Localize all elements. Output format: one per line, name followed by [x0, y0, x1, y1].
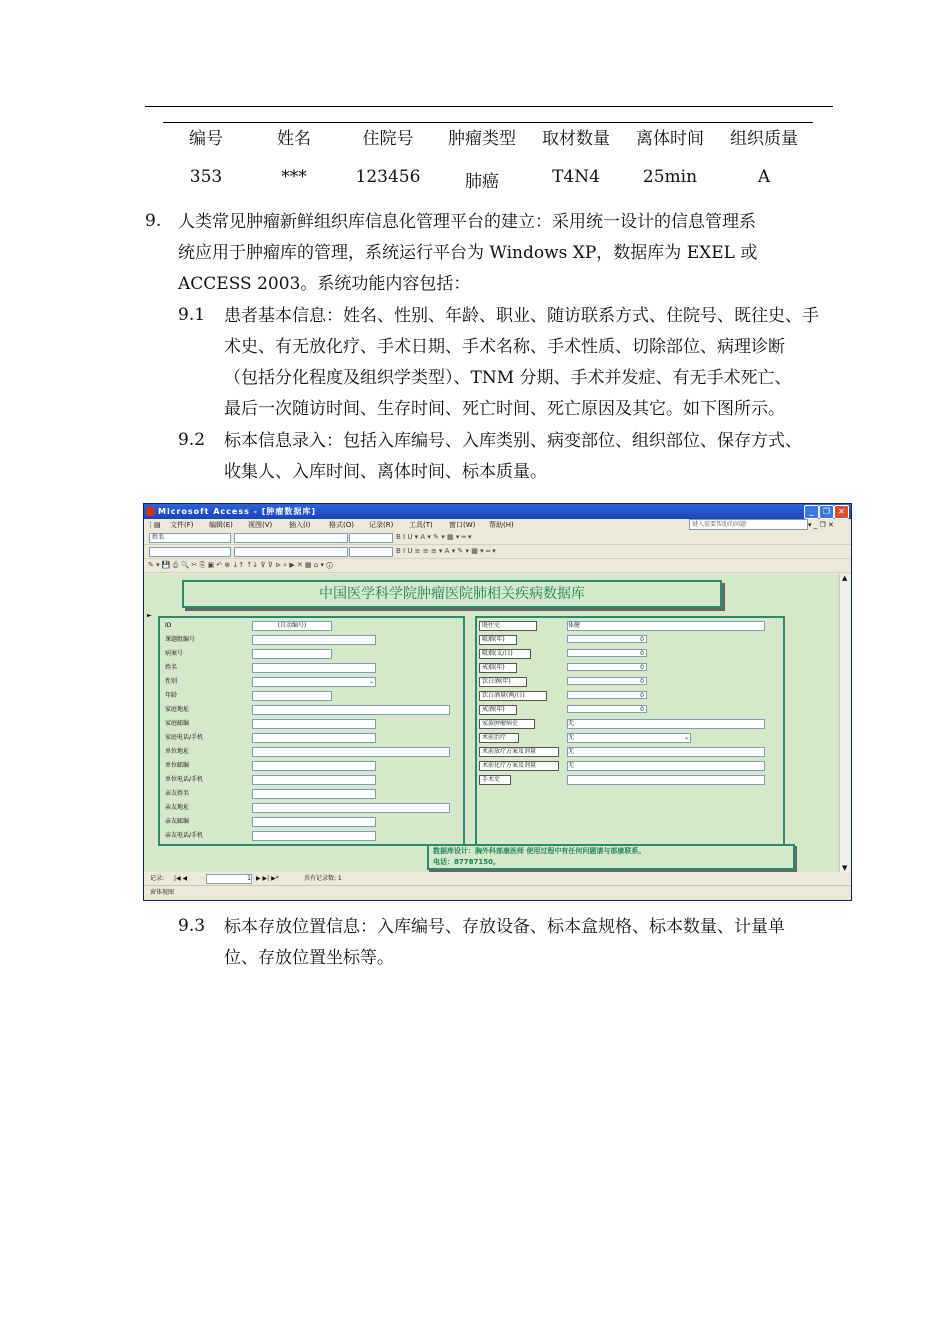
designer-note — [427, 844, 795, 870]
section-9-2-number: 9.2 — [178, 430, 206, 450]
th-quality: 组织质量 — [730, 129, 798, 149]
td-sample-count: T4N4 — [552, 167, 600, 187]
menu-window[interactable]: 窗口(W) — [449, 521, 476, 529]
quit-drinking-field[interactable]: 0 — [567, 705, 647, 713]
formatting-toolbar — [144, 531, 851, 545]
field-label: 戒烟(年) — [479, 663, 517, 673]
access-screenshot — [143, 503, 852, 901]
preop-chemo-field[interactable]: 无 — [567, 761, 765, 771]
gender-combo[interactable] — [252, 677, 376, 687]
surgery-history-field[interactable] — [567, 775, 765, 785]
restore-button[interactable]: ❐ — [819, 505, 834, 519]
chevron-down-icon[interactable]: ⌄ — [683, 734, 689, 741]
field-label: 吸烟(年) — [479, 635, 517, 645]
home-address-field[interactable] — [252, 705, 450, 715]
scroll-up-icon[interactable]: ▲ — [842, 574, 848, 582]
work-zip-field[interactable] — [252, 761, 376, 771]
right-panel — [475, 616, 785, 846]
relative-name-field[interactable] — [252, 789, 376, 799]
field-label: ID — [165, 622, 172, 629]
th-admission: 住院号 — [362, 129, 414, 149]
record-count: 共有记录数: 1 — [304, 875, 342, 882]
section-9-1-number: 9.1 — [178, 305, 206, 325]
field-label: 姓名 — [165, 664, 178, 671]
format-buttons-icon[interactable]: B I U ▾ A ▾ ✎ ▾ ▦ ▾ ═ ▾ — [396, 533, 472, 541]
preop-treatment-combo[interactable] — [567, 733, 691, 743]
th-time: 离体时间 — [636, 129, 704, 149]
drinking-daily-field[interactable]: 0 — [567, 691, 647, 699]
vertical-scrollbar[interactable] — [839, 574, 852, 872]
relative-address-field[interactable] — [252, 803, 450, 813]
td-time: 25min — [642, 167, 698, 187]
section-9-3-line: 位、存放位置坐标等。 — [224, 948, 394, 968]
preop-radio-field[interactable]: 无 — [567, 747, 765, 757]
section-9-1-line: 术史、有无放化疗、手术日期、手术名称、手术性质、切除部位、病理诊断 — [224, 337, 785, 357]
field-label: 家庭地址 — [165, 706, 190, 713]
preop-treatment-value: 无 — [568, 734, 575, 741]
font-combo[interactable] — [234, 533, 348, 543]
section-9-1-line: 患者基本信息：姓名、性别、年龄、职业、随访联系方式、住院号、既往史、手 — [224, 306, 819, 326]
minimize-button[interactable]: _ — [804, 505, 819, 519]
field-label: 既往史 — [479, 621, 537, 631]
field-label: 亲友姓名 — [165, 790, 190, 797]
section-9-1-line: 最后一次随访时间、生存时间、死亡时间、死亡原因及其它。如下图所示。 — [224, 399, 785, 419]
field-label: 饮白酒(年) — [479, 677, 527, 687]
record-navigation — [144, 872, 851, 885]
nav-label: 记录: — [150, 875, 165, 882]
field-label: 亲友邮编 — [165, 818, 190, 825]
scroll-down-icon[interactable]: ▼ — [842, 864, 848, 872]
menu-insert[interactable]: 插入(I) — [289, 521, 311, 529]
size-combo-2[interactable] — [349, 547, 393, 557]
quit-smoking-field[interactable]: 0 — [567, 663, 647, 671]
section-9-3-number: 9.3 — [178, 916, 206, 936]
standard-buttons-icon[interactable]: ✎ ▾ 💾 ⎙ 🔍 ✂ ⎘ ▣ ↶ ⊕ ↓↑ ↑↓ ⊽ ⊽ ⊳ ⌕ ▶ ✕ ▦ ⌂ ▾ ⓘ — [148, 561, 333, 569]
th-id: 编号 — [189, 129, 223, 149]
form-header-title: 中国医学科学院肿瘤医院肺相关疾病数据库 — [182, 580, 722, 608]
relative-phone-field[interactable] — [252, 831, 376, 841]
field-label: 手术史 — [479, 775, 511, 785]
menu-bar — [144, 519, 851, 531]
status-text: 窗体视图 — [150, 889, 175, 896]
close-button[interactable]: ✕ — [834, 505, 849, 519]
field-label: 年龄 — [165, 692, 178, 699]
field-label: 单位邮编 — [165, 762, 190, 769]
field-label: 性别 — [165, 678, 178, 685]
th-name: 姓名 — [277, 129, 311, 149]
object-combo-2[interactable] — [149, 547, 231, 557]
group-number-field[interactable] — [252, 635, 376, 645]
family-history-field[interactable]: 无 — [567, 719, 765, 729]
size-combo[interactable] — [349, 533, 393, 543]
medical-history-field[interactable]: 体健 — [567, 621, 765, 631]
th-sample-count: 取材数量 — [542, 129, 610, 149]
age-field[interactable] — [252, 691, 332, 701]
section-9-1-line: （包括分化程度及组织学类型）、TNM 分期、手术并发症、有无手术死亡、 — [224, 368, 792, 388]
title-bar — [144, 504, 851, 519]
relative-zip-field[interactable] — [252, 817, 376, 827]
section-9-line: 统应用于肿瘤库的管理，系统运行平台为 Windows XP，数据库为 EXEL 或 — [178, 243, 758, 263]
td-tumor-type: 肺癌 — [465, 172, 499, 192]
field-label: 术前治疗 — [479, 733, 519, 743]
field-label: 单位电话/手机 — [165, 776, 204, 783]
menu-tools[interactable]: 工具(T) — [409, 521, 433, 529]
align-buttons-icon[interactable]: B I U ≡ ≡ ≡ ▾ A ▾ ✎ ▾ ▦ ▾ ═ ▾ — [396, 547, 496, 555]
designer-phone: 电话：87787150。 — [433, 858, 500, 866]
top-rule — [145, 106, 833, 107]
field-label: 家庭电话/手机 — [165, 734, 204, 741]
case-number-field[interactable] — [252, 649, 332, 659]
menu-records[interactable]: 记录(R) — [369, 521, 394, 529]
id-field[interactable]: (自动编号) — [252, 621, 332, 631]
header-rule — [163, 122, 813, 123]
object-combo[interactable]: 姓名 — [149, 533, 231, 543]
th-tumor-type: 肿瘤类型 — [448, 129, 516, 149]
designer-note-line: 数据库设计：胸外科部康医师 使用过程中有任何问题请与部康联系。 — [433, 847, 646, 855]
next-record-icon[interactable]: ▶ ▶| ▶* — [256, 875, 279, 882]
status-bar — [144, 885, 851, 901]
field-label: 家族肿瘤病史 — [479, 719, 535, 729]
menu-grip-icon: ⋮▤ — [147, 521, 161, 529]
help-search-input[interactable]: 键入需要帮助的问题 — [689, 519, 808, 530]
field-label: 单位地址 — [165, 748, 190, 755]
field-label: 课题组编号 — [165, 636, 196, 643]
section-9-line: ACCESS 2003。系统功能内容包括： — [178, 274, 471, 294]
standard-toolbar — [144, 559, 851, 573]
field-label: 术前化疗方案及剂量 — [479, 761, 559, 771]
td-id: 353 — [189, 167, 223, 187]
field-label: 饮白酒量(两/日) — [479, 691, 547, 701]
field-label: 亲友地址 — [165, 804, 190, 811]
field-label: 病案号 — [165, 650, 184, 657]
section-9-2-line: 收集人、入库时间、离体时间、标本质量。 — [224, 462, 547, 482]
window-title: Microsoft Access - [肿瘤数据库] — [158, 507, 317, 516]
work-phone-field[interactable] — [252, 775, 376, 785]
home-phone-field[interactable] — [252, 733, 376, 743]
menu-help[interactable]: 帮助(H) — [489, 521, 514, 529]
field-label: 亲友电话/手机 — [165, 832, 204, 839]
left-panel — [158, 616, 465, 846]
font-combo-2[interactable] — [234, 547, 348, 557]
menu-format[interactable]: 格式(O) — [329, 521, 354, 529]
access-app-icon — [146, 507, 155, 516]
field-label: 吸烟(支/日) — [479, 649, 531, 659]
record-number-field[interactable]: 1 — [206, 874, 252, 884]
td-admission: 123456 — [355, 167, 421, 187]
field-label: 术前放疗方案及剂量 — [479, 747, 559, 757]
name-field[interactable] — [252, 663, 376, 673]
field-label: 家庭邮编 — [165, 720, 190, 727]
smoking-daily-field[interactable]: 0 — [567, 649, 647, 657]
first-record-icon[interactable]: |◀ ◀ — [174, 875, 188, 882]
section-9-number: 9. — [145, 211, 162, 231]
field-label: 戒酒(年) — [479, 705, 517, 715]
mdi-controls-icon[interactable]: ▾ _ ❐ ✕ — [808, 521, 834, 529]
record-selector-icon: ► — [147, 612, 152, 619]
smoking-years-field[interactable]: 0 — [567, 635, 647, 643]
work-address-field[interactable] — [252, 747, 450, 757]
drinking-years-field[interactable]: 0 — [567, 677, 647, 685]
formatting-toolbar-2 — [144, 545, 851, 559]
td-name: *** — [281, 167, 307, 187]
section-9-2-line: 标本信息录入：包括入库编号、入库类别、病变部位、组织部位、保存方式、 — [224, 431, 802, 451]
chevron-down-icon[interactable]: ⌄ — [368, 678, 374, 685]
home-zip-field[interactable] — [252, 719, 376, 729]
menu-file[interactable]: 文件(F) — [170, 521, 194, 529]
section-9-3-line: 标本存放位置信息：入库编号、存放设备、标本盒规格、标本数量、计量单 — [224, 917, 785, 937]
section-9-line: 人类常见肿瘤新鲜组织库信息化管理平台的建立：采用统一设计的信息管理系 — [178, 212, 756, 232]
form-area — [144, 574, 839, 872]
menu-view[interactable]: 视图(V) — [248, 521, 273, 529]
menu-edit[interactable]: 编辑(E) — [209, 521, 233, 529]
td-quality: A — [757, 167, 771, 187]
